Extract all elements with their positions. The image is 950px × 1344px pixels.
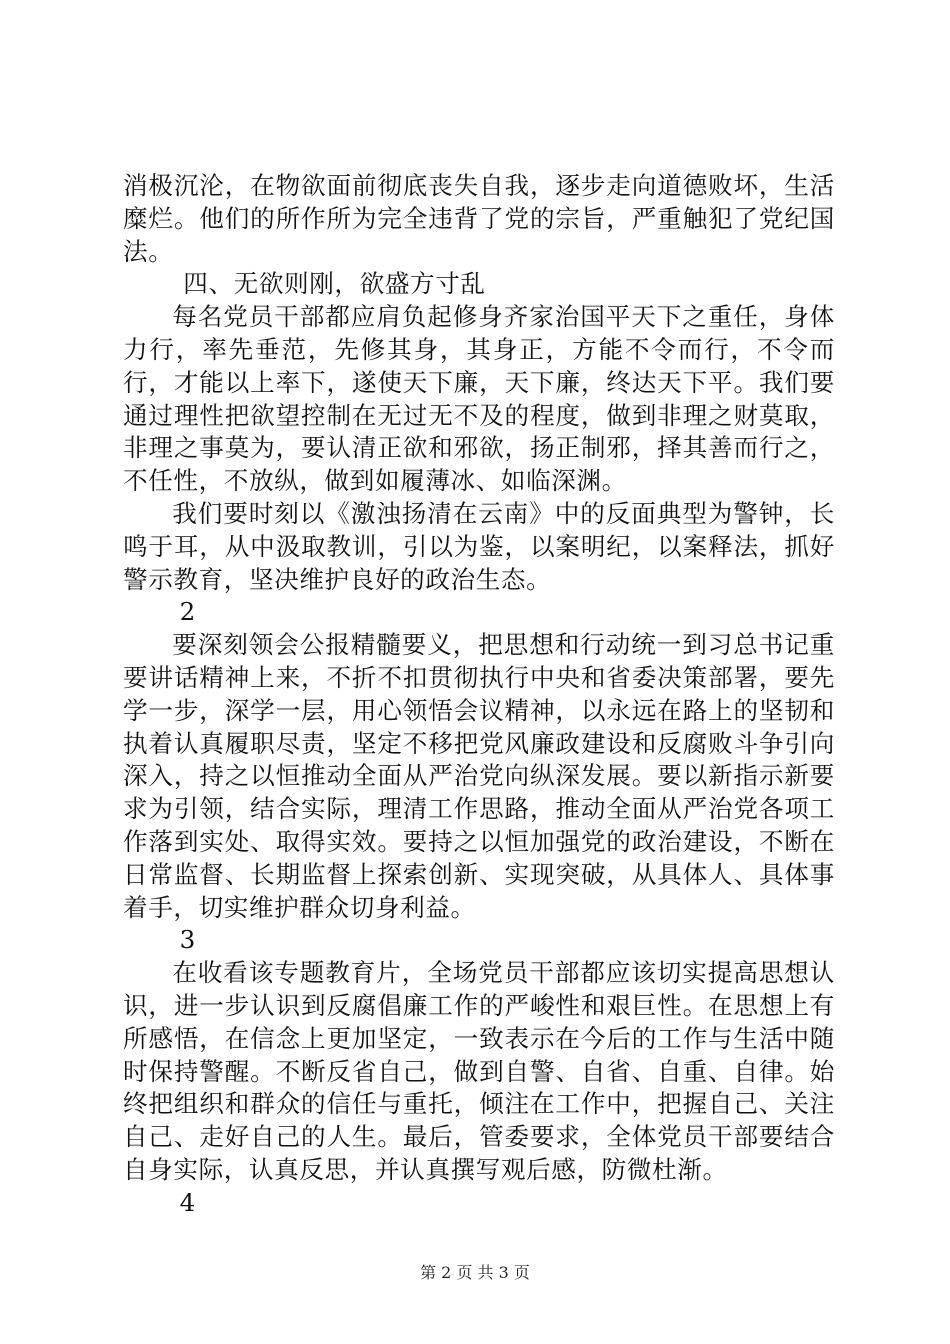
page-footer: 第 2 页 共 3 页 <box>420 1263 530 1282</box>
paragraph: 要深刻领会公报精髓要义，把思想和行动统一到习总书记重要讲话精神上来，不折不扣贯彻执行中央和省委决策部署，要先学一步，深学一层，用心领悟会议精神，以永远在路上的坚韧和执着认真履职尽责，坚定不移把党风廉政建设和反腐败斗争引向深入，持之以恒推动全面从严治党向纵深发展。要以新指示新要求为引领，结合实际，理清工作思路，推动全面从严治党各项工作落到实处、取得实效。要持之以恒加强党的政治建设，不断在日常监督、长期监督上探索创新、实现突破，从具体人、具体事着手，切实维护群众切身利益。 <box>123 630 835 922</box>
section-number: 4 <box>179 1187 196 1217</box>
section-number: 3 <box>179 925 196 955</box>
section-number: 2 <box>179 597 196 627</box>
paragraph: 每名党员干部都应肩负起修身齐家治国平天下之重任，身体力行，率先垂范，先修其身，其身正，方能不令而行，不令而行，才能以上率下，遂使天下廉，天下廉，终达天下平。我们要通过理性把欲望控制在无过无不及的程度，做到非理之财莫取，非理之事莫为，要认清正欲和邪欲，扬正制邪，择其善而行之，不任性，不放纵，做到如履薄冰、如临深渊。 <box>123 302 835 496</box>
paragraph: 在收看该专题教育片，全场党员干部都应该切实提高思想认识，进一步认识到反腐倡廉工作的严峻性和艰巨性。在思想上有所感悟，在信念上更加坚定，一致表示在今后的工作与生活中随时保持警醒。不断反省自己，做到自警、自省、自重、自律。始终把组织和群众的信任与重托，倾注在工作中，把握自己、关注自己、走好自己的人生。最后，管委要求，全体党员干部要结合自身实际，认真反思，并认真撰写观后感，防微杜渐。 <box>123 958 835 1184</box>
paragraph-continuation: 消极沉沦，在物欲面前彻底丧失自我，逐步走向道德败坏，生活糜烂。他们的所作所为完全违背了党的宗旨，严重触犯了党纪国法。 <box>123 171 835 266</box>
paragraph: 我们要时刻以《激浊扬清在云南》中的反面典型为警钟，长鸣于耳，从中汲取教训，引以为鉴，以案明纪，以案释法，抓好警示教育，坚决维护良好的政治生态。 <box>123 498 835 594</box>
section-heading: 四、无欲则刚，欲盛方寸乱 <box>183 269 486 299</box>
document-body <box>123 170 835 1220</box>
